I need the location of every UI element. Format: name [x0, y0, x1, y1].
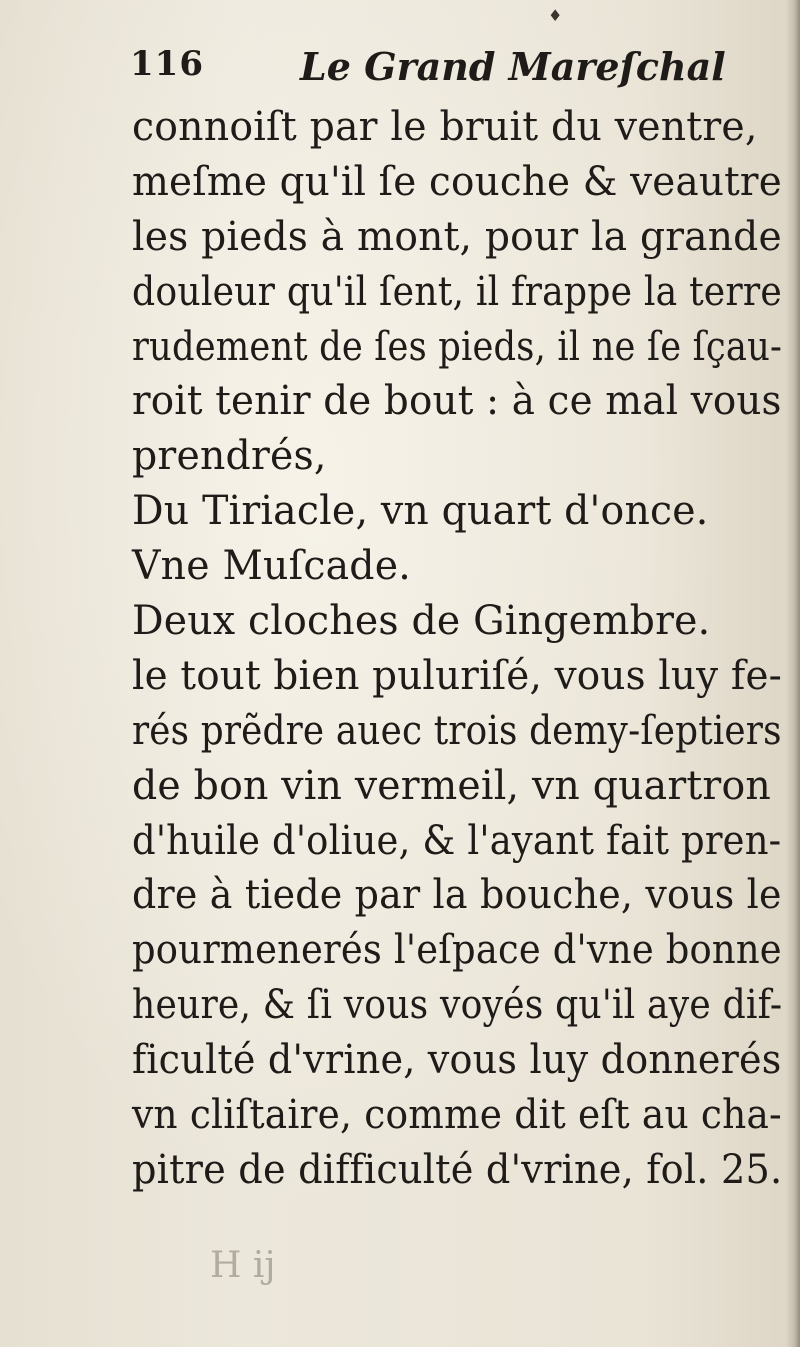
text-line: heure, & ſi vous voyés qu'il aye dif- — [132, 982, 783, 1029]
page-number: 116 — [130, 44, 204, 84]
text-line: le tout bien puluriſé, vous luy fe- — [132, 652, 782, 699]
recipe-item: Du Tiriacle, vn quart d'once. — [132, 488, 709, 535]
text-line: roit tenir de bout : à ce mal vous — [132, 378, 782, 425]
text-line: pitre de difficulté d'vrine, fol. 25. — [132, 1146, 783, 1193]
recipe-item: Deux cloches de Gingembre. — [132, 598, 711, 645]
text-line: d'huile d'oliue, & l'ayant fait pren- — [132, 817, 782, 864]
text-line: ficulté d'vrine, vous luy donnerés — [132, 1037, 782, 1084]
text-line: connoiſt par le bruit du ventre, — [132, 104, 758, 150]
page-edge — [786, 0, 800, 1347]
text-line: meſme qu'il ſe couche & veautre — [132, 158, 782, 205]
text-line: rés prẽdre auec trois demy-ſeptiers — [132, 707, 782, 754]
recipe-item: Vne Muſcade. — [132, 543, 411, 590]
text-line: de bon vin vermeil, vn quartron — [132, 762, 771, 809]
text-line: pourmenerés l'eſpace d'vne bonne — [132, 927, 782, 974]
running-title: Le Grand Mareſchal — [300, 44, 726, 89]
ornament-icon: ♦ — [548, 6, 563, 25]
running-head — [130, 44, 726, 94]
text-line: prendrés, — [132, 433, 327, 480]
text-line: dre à tiede par la bouche, vous le — [132, 872, 782, 919]
text-line: les pieds à mont, pour la grande — [132, 213, 782, 260]
text-line: rudement de ſes pieds, il ne ſe ſçau- — [132, 323, 783, 370]
body-text — [132, 100, 792, 1198]
signature-mark: H ij — [210, 1245, 276, 1286]
text-line: douleur qu'il ſent, il frappe la terre — [132, 268, 782, 315]
text-line: vn cliſtaire, comme dit eſt au cha- — [132, 1092, 782, 1139]
